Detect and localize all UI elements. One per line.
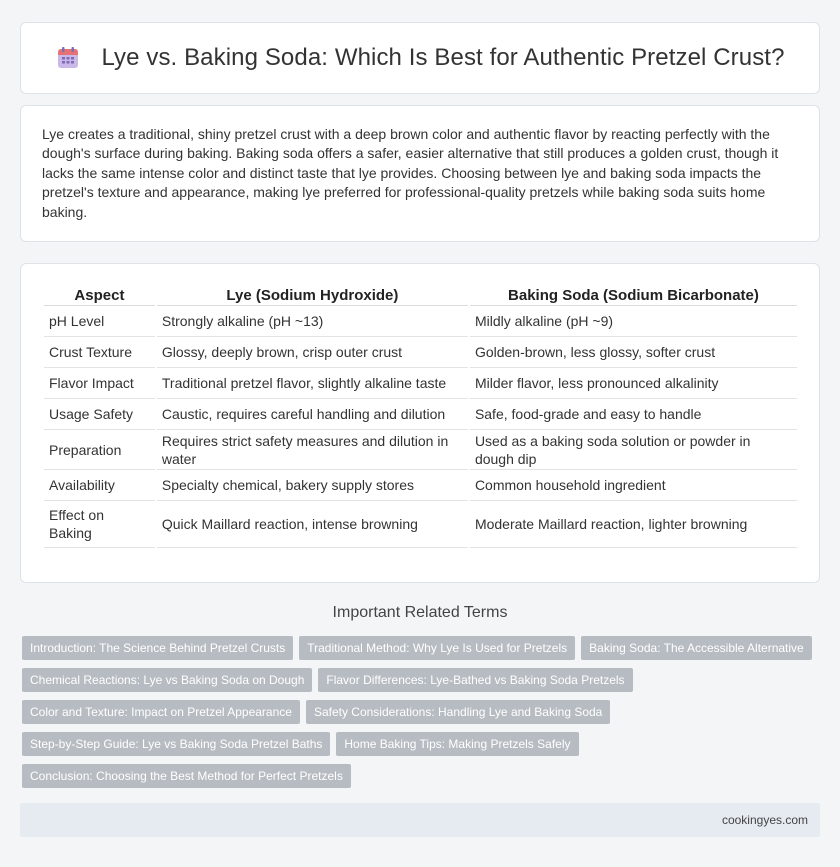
footer-site-link[interactable]: cookingyes.com — [721, 813, 808, 827]
cell-aspect: Preparation — [44, 430, 155, 470]
cell-baking-soda: Safe, food-grade and easy to handle — [470, 399, 797, 430]
tag-row — [22, 764, 822, 788]
cell-lye: Specialty chemical, bakery supply stores — [157, 470, 468, 501]
cell-baking-soda: Milder flavor, less pronounced alkalinity — [470, 368, 797, 399]
cell-lye: Strongly alkaline (pH ~13) — [157, 306, 468, 337]
cell-aspect: Crust Texture — [44, 337, 155, 368]
footer — [20, 803, 820, 837]
cell-aspect: pH Level — [44, 306, 155, 337]
tag-row — [22, 636, 822, 660]
intro-card — [20, 105, 820, 242]
comparison-table-card — [20, 263, 820, 583]
cell-aspect: Availability — [44, 470, 155, 501]
intro-paragraph: Lye creates a traditional, shiny pretzel crust with a deep brown color and authentic flavor by reacting perfectly with the dough's surface during baking. Baking soda offers a safer, easier alternative that still produces a golden crust, though it lacks the same intense color and distinct taste that lye provides. Choosing between lye and baking soda impacts the pretzel's texture and appearance, making lye preferred for professional-quality pretzels while baking soda suits home baking. — [42, 126, 779, 220]
related-term-tag[interactable]: Traditional Method: Why Lye Is Used for Pretzels — [299, 636, 575, 660]
title-card — [20, 22, 820, 94]
cell-lye: Caustic, requires careful handling and dilution — [157, 399, 468, 430]
page-title: Lye vs. Baking Soda: Which Is Best for Authentic Pretzel Crust? — [101, 44, 785, 71]
calendar-icon — [55, 45, 81, 71]
table-row — [44, 306, 797, 337]
table-row — [44, 501, 797, 548]
header-baking-soda: Baking Soda (Sodium Bicarbonate) — [470, 284, 797, 306]
header-aspect: Aspect — [44, 284, 155, 306]
cell-aspect: Effect on Baking — [44, 501, 155, 548]
tag-row — [22, 668, 822, 692]
cell-aspect: Flavor Impact — [44, 368, 155, 399]
related-term-tag[interactable]: Flavor Differences: Lye-Bathed vs Baking Soda Pretzels — [318, 668, 632, 692]
related-term-tag[interactable]: Introduction: The Science Behind Pretzel Crusts — [22, 636, 293, 660]
table-header-row — [44, 284, 797, 306]
cell-baking-soda: Moderate Maillard reaction, lighter browning — [470, 501, 797, 548]
table-row — [44, 470, 797, 501]
related-term-tag[interactable]: Baking Soda: The Accessible Alternative — [581, 636, 812, 660]
cell-lye: Traditional pretzel flavor, slightly alkaline taste — [157, 368, 468, 399]
cell-lye: Requires strict safety measures and dilution in water — [157, 430, 468, 470]
table-row — [44, 337, 797, 368]
related-term-tag[interactable]: Chemical Reactions: Lye vs Baking Soda on Dough — [22, 668, 312, 692]
cell-lye: Quick Maillard reaction, intense browning — [157, 501, 468, 548]
related-term-tag[interactable]: Home Baking Tips: Making Pretzels Safely — [336, 732, 578, 756]
cell-lye: Glossy, deeply brown, crisp outer crust — [157, 337, 468, 368]
cell-aspect: Usage Safety — [44, 399, 155, 430]
cell-baking-soda: Golden-brown, less glossy, softer crust — [470, 337, 797, 368]
table-row — [44, 399, 797, 430]
header-lye: Lye (Sodium Hydroxide) — [157, 284, 468, 306]
related-term-tag[interactable]: Conclusion: Choosing the Best Method for Perfect Pretzels — [22, 764, 351, 788]
cell-baking-soda: Used as a baking soda solution or powder in dough dip — [470, 430, 797, 470]
tag-row — [22, 700, 822, 724]
table-row — [44, 368, 797, 399]
table-row — [44, 430, 797, 470]
related-terms-list — [22, 636, 822, 796]
tag-row — [22, 732, 822, 756]
cell-baking-soda: Mildly alkaline (pH ~9) — [470, 306, 797, 337]
related-term-tag[interactable]: Safety Considerations: Handling Lye and Baking Soda — [306, 700, 610, 724]
related-term-tag[interactable]: Color and Texture: Impact on Pretzel Appearance — [22, 700, 300, 724]
cell-baking-soda: Common household ingredient — [470, 470, 797, 501]
related-terms-title: Important Related Terms — [332, 604, 508, 621]
comparison-table — [42, 284, 799, 548]
related-term-tag[interactable]: Step-by-Step Guide: Lye vs Baking Soda Pretzel Baths — [22, 732, 330, 756]
